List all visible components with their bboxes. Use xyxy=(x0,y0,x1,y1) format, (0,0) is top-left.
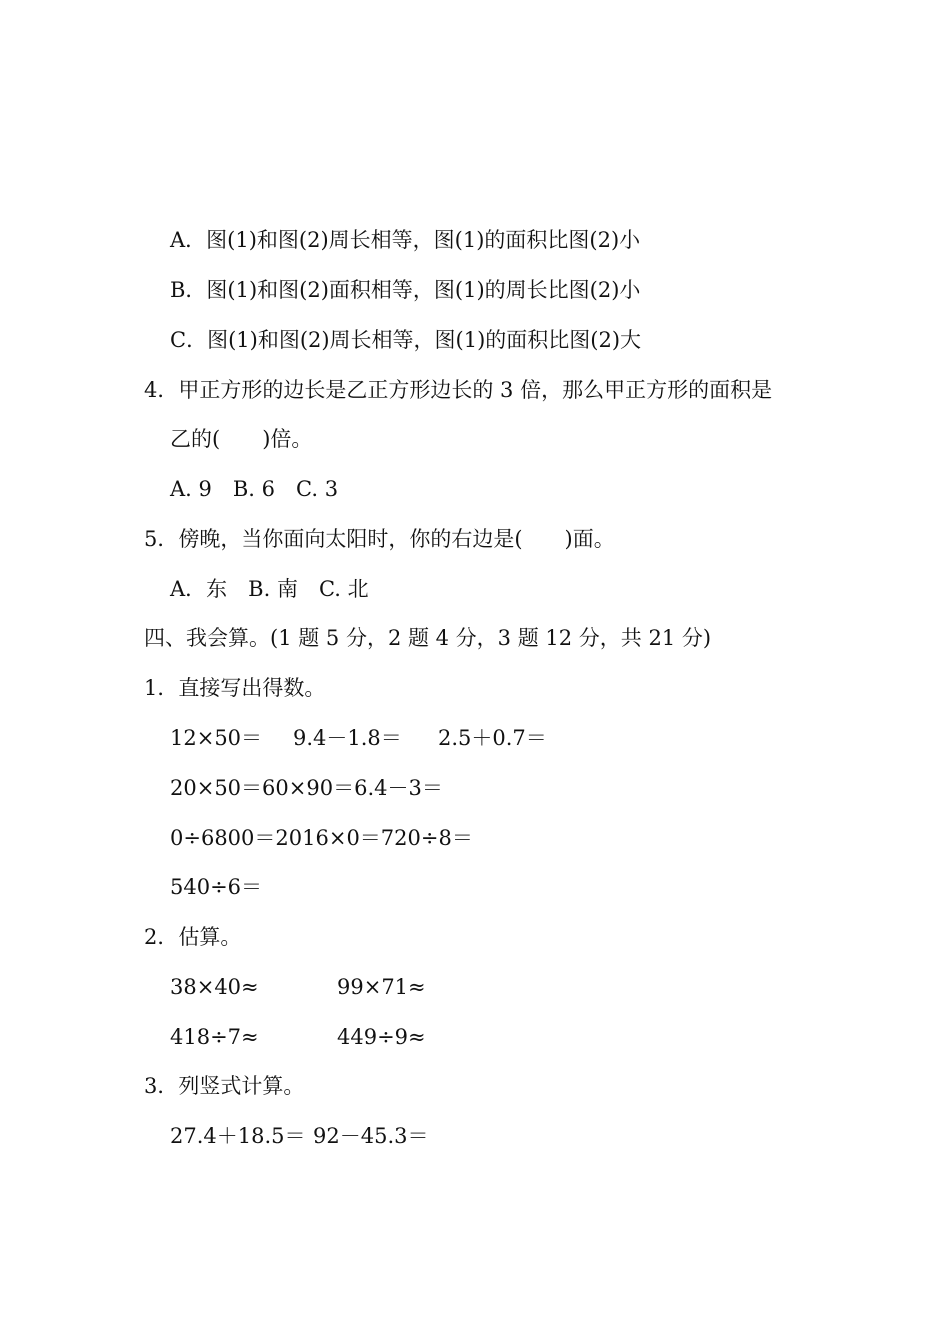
q5-options: A．东 B. 南 C. 北 xyxy=(170,577,369,601)
q4-stem-line2: 乙的( )倍。 xyxy=(170,427,313,451)
q5-stem: 5．傍晚，当你面向太阳时，你的右边是( )面。 xyxy=(144,527,615,551)
estimate-item: 418÷7≈ xyxy=(170,1025,259,1049)
part2-title: 2．估算。 xyxy=(144,925,242,949)
part1-title: 1．直接写出得数。 xyxy=(144,676,326,700)
vertical-calc-item: 92－45.3＝ xyxy=(313,1124,429,1148)
vertical-calc-item: 27.4＋18.5＝ xyxy=(170,1124,306,1148)
calc-row: 0÷6800＝2016×0＝720÷8＝ xyxy=(170,826,473,850)
q3-option-c: C．图(1)和图(2)周长相等，图(1)的面积比图(2)大 xyxy=(170,328,642,352)
calc-item: 2.5＋0.7＝ xyxy=(438,726,547,750)
calc-row: 20×50＝60×90＝6.4－3＝ xyxy=(170,776,443,800)
q3-option-b: B．图(1)和图(2)面积相等，图(1)的周长比图(2)小 xyxy=(170,278,641,302)
q3-option-a: A．图(1)和图(2)周长相等，图(1)的面积比图(2)小 xyxy=(170,228,641,252)
calc-item: 12×50＝ xyxy=(170,726,263,750)
estimate-item: 38×40≈ xyxy=(170,975,259,999)
estimate-item: 449÷9≈ xyxy=(337,1025,426,1049)
calc-item: 9.4－1.8＝ xyxy=(293,726,402,750)
q4-options: A. 9 B. 6 C. 3 xyxy=(170,477,339,501)
calc-row: 540÷6＝ xyxy=(170,875,263,899)
estimate-item: 99×71≈ xyxy=(337,975,426,999)
part3-title: 3．列竖式计算。 xyxy=(144,1074,305,1098)
q4-stem-line1: 4．甲正方形的边长是乙正方形边长的 3 倍，那么甲正方形的面积是 xyxy=(144,378,773,402)
section4-heading: 四、我会算。(1 题 5 分，2 题 4 分，3 题 12 分，共 21 分) xyxy=(144,626,712,650)
